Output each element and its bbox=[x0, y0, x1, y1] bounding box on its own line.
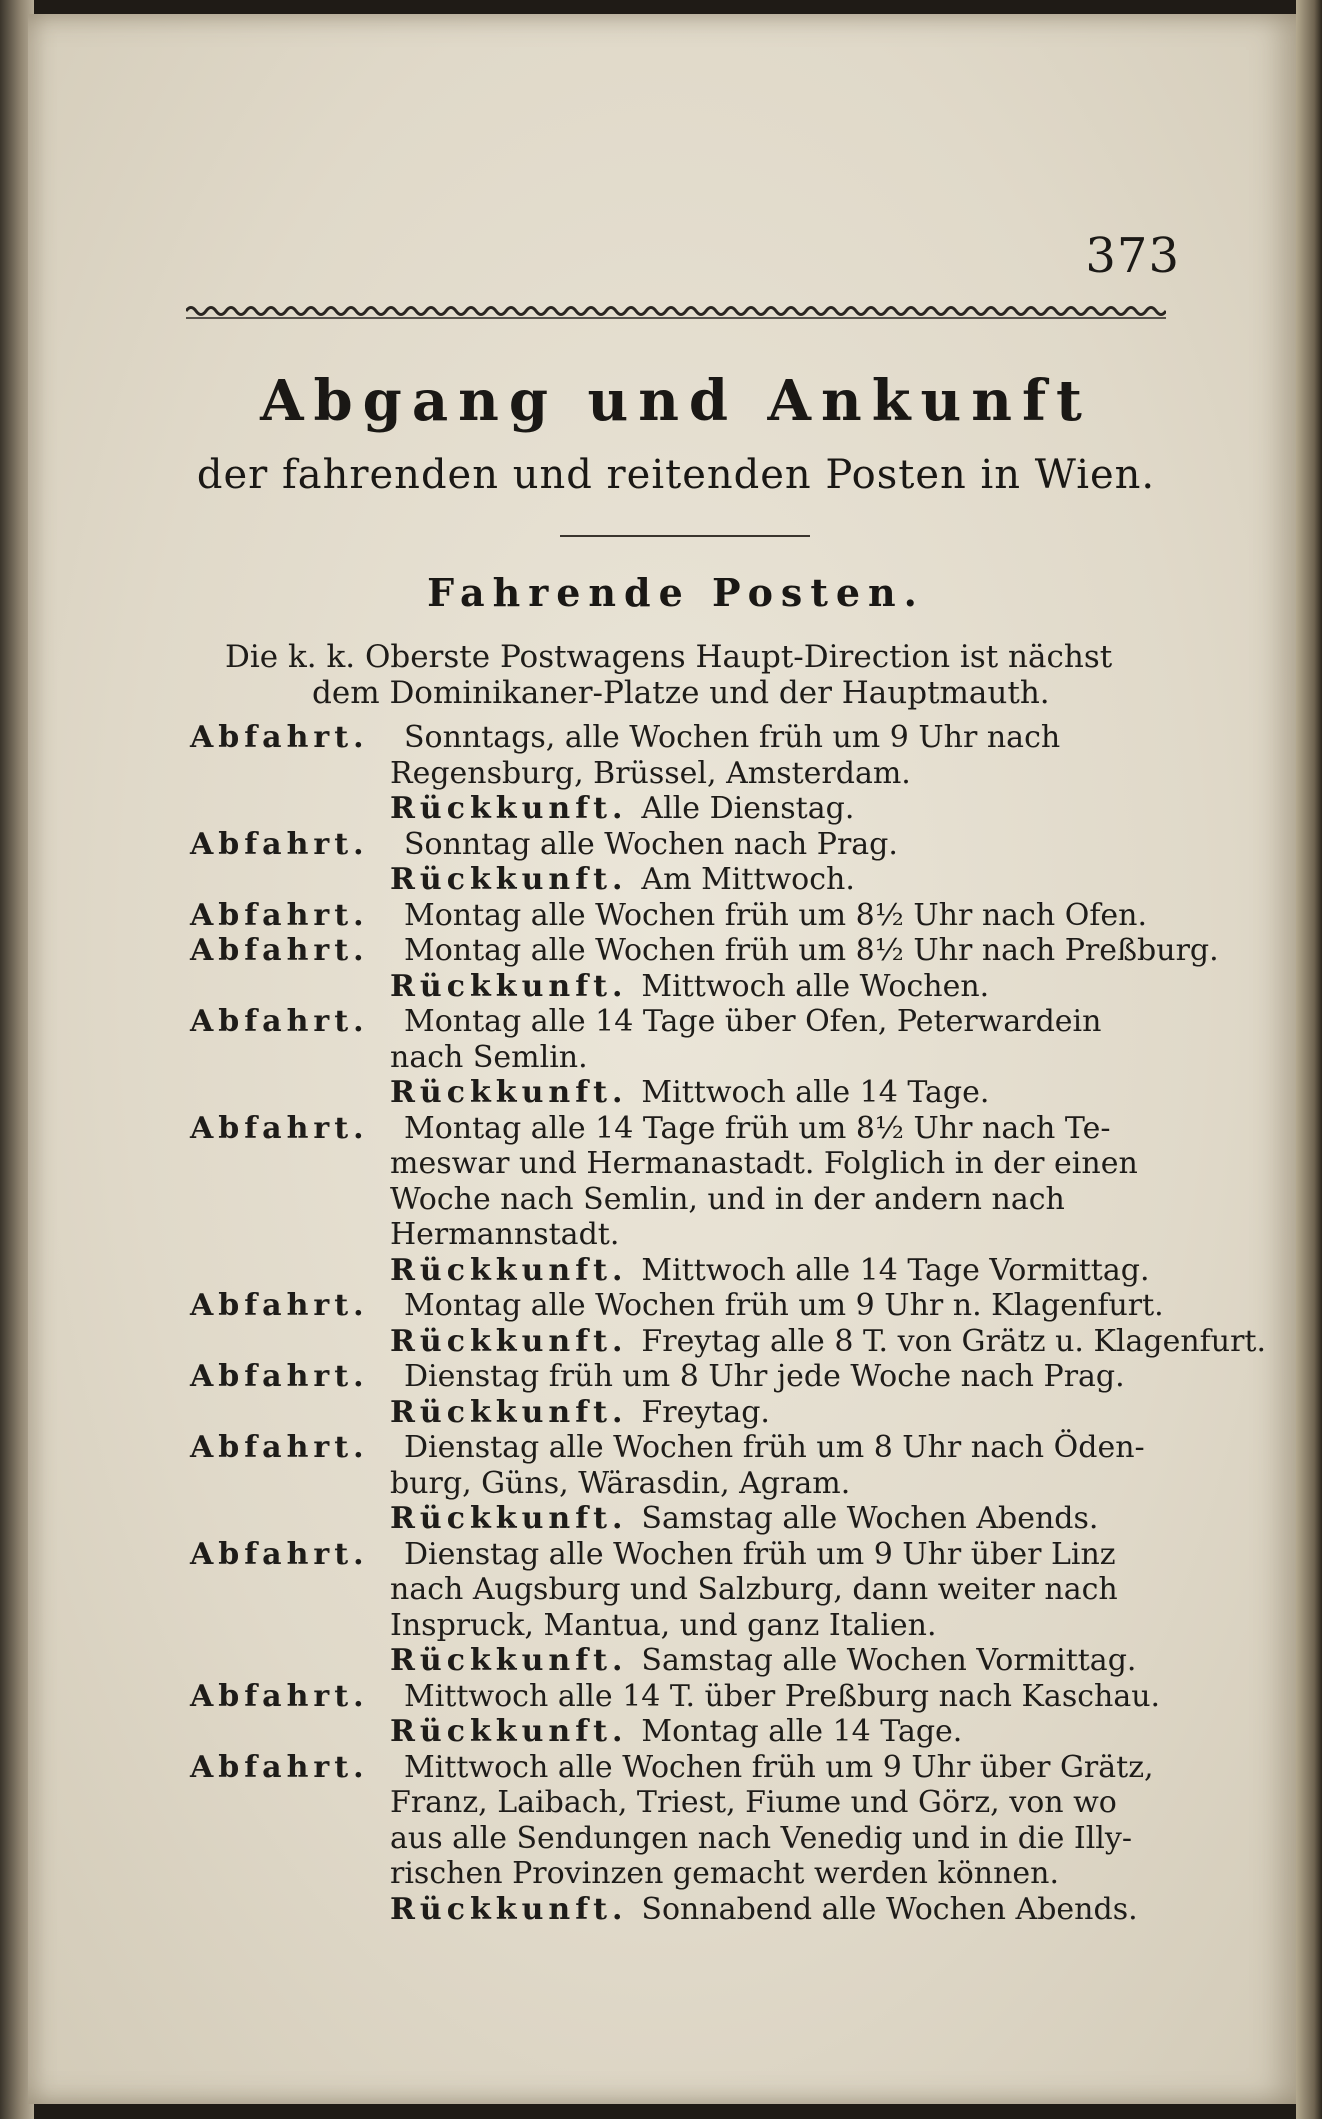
entry-text: meswar und Hermanastadt. Folglich in der einen bbox=[390, 1146, 1138, 1181]
entry-text: aus alle Sendungen nach Venedig und in die Illy- bbox=[390, 1820, 1132, 1856]
departure-label: Abfahrt. bbox=[190, 720, 369, 755]
departure-entry bbox=[190, 1111, 1190, 1253]
return-label: Rückkunft. bbox=[390, 1891, 628, 1927]
entry-line bbox=[290, 862, 1190, 898]
entry-text: Sonnabend alle Wochen Abends. bbox=[641, 1891, 1138, 1927]
return-label: Rückkunft. bbox=[390, 1394, 628, 1430]
entry-text: Dienstag alle Wochen früh um 8 Uhr nach Öden- bbox=[404, 1430, 1145, 1465]
return-label: Rückkunft. bbox=[390, 1075, 628, 1110]
return-entry bbox=[190, 969, 1190, 1005]
entry-text: Alle Dienstag. bbox=[641, 791, 855, 826]
departure-label: Abfahrt. bbox=[190, 1678, 369, 1714]
entry-line bbox=[290, 1714, 1190, 1750]
entry-text: Am Mittwoch. bbox=[641, 862, 855, 897]
entry-text: nach Semlin. bbox=[390, 1039, 588, 1075]
divider bbox=[560, 535, 810, 537]
entry-line bbox=[290, 1323, 1267, 1360]
entry-text: Samstag alle Wochen Vormittag. bbox=[641, 1643, 1137, 1678]
entry-text: Montag alle 14 Tage früh um 8½ Uhr nach Te- bbox=[404, 1110, 1111, 1146]
departure-entry bbox=[190, 1359, 1190, 1395]
return-entry bbox=[190, 1395, 1190, 1431]
entry-line bbox=[290, 1253, 1190, 1289]
entry-line bbox=[290, 1075, 1190, 1111]
departure-label: Abfahrt. bbox=[190, 933, 369, 968]
departure-entry bbox=[190, 1004, 1190, 1075]
entry-line bbox=[190, 1430, 1190, 1466]
departure-label: Abfahrt. bbox=[190, 1749, 369, 1785]
page-subtitle: der fahrenden und reitenden Posten in Wien. bbox=[196, 452, 1156, 498]
entry-line bbox=[190, 1111, 1190, 1147]
entry-text: Mittwoch alle 14 Tage. bbox=[641, 1075, 990, 1110]
return-entry bbox=[190, 1714, 1190, 1750]
entry-text: Montag alle Wochen früh um 9 Uhr n. Klagenfurt. bbox=[404, 1288, 1164, 1323]
departure-entry bbox=[190, 1288, 1190, 1324]
entry-line bbox=[190, 898, 1190, 934]
entry-text: Freytag alle 8 T. von Grätz u. Klagenfurt. bbox=[641, 1323, 1267, 1359]
entry-line bbox=[190, 1004, 1190, 1040]
page-title: Abgang und Ankunft bbox=[260, 368, 1092, 434]
return-label: Rückkunft. bbox=[390, 1252, 628, 1288]
entry-line bbox=[190, 756, 1190, 792]
entry-line bbox=[290, 1643, 1190, 1679]
return-label: Rückkunft. bbox=[390, 862, 628, 897]
entry-line bbox=[190, 933, 1219, 969]
departure-entry bbox=[190, 1537, 1190, 1644]
entry-text: burg, Güns, Wärasdin, Agram. bbox=[390, 1465, 851, 1501]
entry-text: Mittwoch alle 14 T. über Preßburg nach Kaschau. bbox=[404, 1678, 1161, 1714]
entry-line bbox=[290, 1395, 1190, 1431]
entry-text: Dienstag alle Wochen früh um 9 Uhr über Linz bbox=[404, 1536, 1116, 1572]
entry-line bbox=[190, 1572, 1190, 1608]
entry-line bbox=[190, 1040, 1190, 1076]
departure-label: Abfahrt. bbox=[190, 897, 369, 933]
departure-entry bbox=[190, 720, 1190, 791]
entry-text: Franz, Laibach, Triest, Fiume und Görz, von wo bbox=[390, 1785, 1117, 1820]
entry-text: Sonntags, alle Wochen früh um 9 Uhr nach bbox=[404, 720, 1061, 755]
departure-label: Abfahrt. bbox=[190, 1288, 369, 1323]
return-entry bbox=[190, 862, 1190, 898]
entry-text: Freytag. bbox=[641, 1394, 770, 1430]
departure-label: Abfahrt. bbox=[190, 1110, 369, 1146]
entry-text: Samstag alle Wochen Abends. bbox=[641, 1501, 1099, 1536]
departure-label: Abfahrt. bbox=[190, 1359, 369, 1394]
entry-text: Mittwoch alle Wochen. bbox=[641, 968, 990, 1004]
return-entry bbox=[190, 791, 1190, 827]
departure-entry bbox=[190, 1679, 1190, 1715]
entry-line bbox=[190, 1466, 1190, 1502]
departure-entry bbox=[190, 933, 1219, 969]
entry-text: Montag alle Wochen früh um 8½ Uhr nach Ofen. bbox=[404, 897, 1148, 933]
entry-line bbox=[190, 1856, 1190, 1892]
return-entry bbox=[190, 1253, 1190, 1289]
return-label: Rückkunft. bbox=[390, 1643, 628, 1678]
page-number: 373 bbox=[1085, 228, 1180, 284]
return-entry bbox=[190, 1075, 1190, 1111]
departure-entry bbox=[190, 898, 1190, 934]
ornamental-rule bbox=[186, 300, 1166, 322]
entry-text: Mittwoch alle Wochen früh um 9 Uhr über Grätz, bbox=[404, 1749, 1154, 1785]
intro-line: dem Dominikaner-Platze und der Hauptmauth. bbox=[312, 675, 1050, 711]
entry-text: Regensburg, Brüssel, Amsterdam. bbox=[390, 755, 911, 791]
entry-line bbox=[190, 1537, 1190, 1573]
entry-text: Montag alle Wochen früh um 8½ Uhr nach Preßburg. bbox=[404, 933, 1219, 968]
entry-line bbox=[190, 1359, 1190, 1395]
entry-line bbox=[190, 1750, 1190, 1786]
return-label: Rückkunft. bbox=[390, 791, 628, 826]
return-label: Rückkunft. bbox=[390, 1714, 628, 1749]
return-entry bbox=[190, 1892, 1190, 1928]
entry-line bbox=[290, 969, 1190, 1005]
entry-text: Woche nach Semlin, und in der andern nach bbox=[390, 1181, 1065, 1217]
departure-label: Abfahrt. bbox=[190, 1536, 369, 1572]
entry-line bbox=[190, 827, 1190, 863]
entry-line bbox=[290, 1892, 1190, 1928]
entry-text: Hermannstadt. bbox=[390, 1217, 620, 1252]
page-edge-stack bbox=[1296, 0, 1322, 2119]
departure-label: Abfahrt. bbox=[190, 1430, 369, 1465]
entry-line bbox=[190, 1182, 1190, 1218]
return-entry bbox=[190, 1643, 1190, 1679]
section-heading: Fahrende Posten. bbox=[427, 570, 925, 615]
entry-text: Montag alle 14 Tage über Ofen, Peterwardein bbox=[404, 1004, 1102, 1039]
entry-text: Sonntag alle Wochen nach Prag. bbox=[404, 826, 898, 862]
departure-entry bbox=[190, 1430, 1190, 1501]
entry-line bbox=[190, 1146, 1190, 1182]
entry-line bbox=[290, 791, 1190, 827]
departure-entry bbox=[190, 1750, 1190, 1892]
departure-label: Abfahrt. bbox=[190, 1004, 369, 1039]
entry-line bbox=[190, 1679, 1190, 1715]
entry-text: Montag alle 14 Tage. bbox=[641, 1714, 963, 1749]
entry-line bbox=[190, 1785, 1190, 1821]
entry-line bbox=[190, 1217, 1190, 1253]
departure-label: Abfahrt. bbox=[190, 826, 369, 862]
entry-line bbox=[190, 1288, 1190, 1324]
return-label: Rückkunft. bbox=[390, 968, 628, 1004]
entry-text: rischen Provinzen gemacht werden können. bbox=[390, 1856, 1060, 1891]
departure-entry bbox=[190, 827, 1190, 863]
return-label: Rückkunft. bbox=[390, 1323, 628, 1359]
return-entry bbox=[190, 1323, 1267, 1360]
entry-text: nach Augsburg und Salzburg, dann weiter nach bbox=[390, 1572, 1118, 1607]
return-entry bbox=[190, 1501, 1190, 1537]
intro-line: Die k. k. Oberste Postwagens Haupt-Direction ist nächst bbox=[225, 639, 1113, 675]
entry-text: Inspruck, Mantua, und ganz Italien. bbox=[390, 1607, 937, 1643]
entry-line bbox=[190, 1821, 1190, 1857]
entry-line bbox=[190, 1608, 1190, 1644]
entry-line bbox=[190, 720, 1190, 756]
schedule-list bbox=[190, 720, 1267, 1927]
entry-text: Dienstag früh um 8 Uhr jede Woche nach Prag. bbox=[404, 1359, 1125, 1394]
entry-line bbox=[290, 1501, 1190, 1537]
entry-text: Mittwoch alle 14 Tage Vormittag. bbox=[641, 1252, 1150, 1288]
return-label: Rückkunft. bbox=[390, 1501, 628, 1536]
